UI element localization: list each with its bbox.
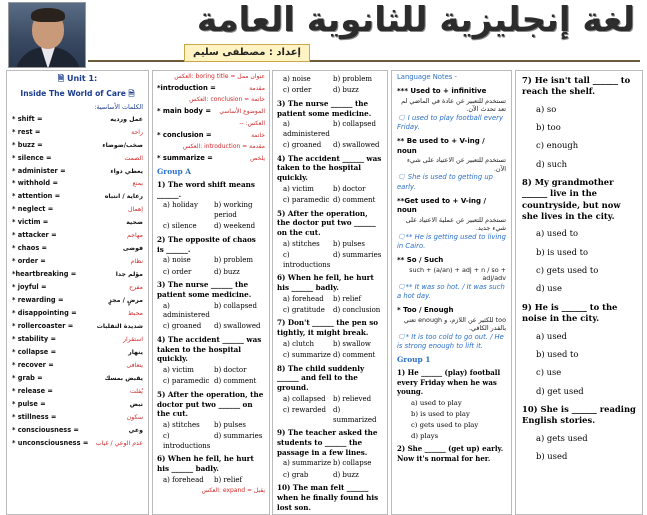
vocab-word: *heartbreaking = (12, 270, 77, 279)
answer-option: a) collapsed (283, 394, 326, 403)
answer-option: a) used (536, 330, 567, 341)
answer-option: d) comment (214, 377, 257, 386)
vocab-word: * pulse = (12, 399, 46, 408)
vocab-row (12, 387, 143, 396)
vocab-meaning: نبض (129, 400, 143, 408)
option-grid (283, 459, 383, 480)
vocab-meaning: نظام (130, 258, 143, 266)
answer-option: c) gratitude (283, 306, 325, 314)
vocab-row (12, 167, 143, 176)
option-grid (163, 302, 265, 332)
vocab-meaning: عمل ورديه (110, 115, 143, 123)
vocab-row (12, 348, 143, 357)
question-text: 1) He ______ (play) football every Friday when he was young. (397, 368, 501, 397)
vocab-row (12, 361, 143, 370)
vocab-word: * summarize = (157, 153, 213, 162)
rule-example: 🗨 She is used to getting up early. (397, 173, 493, 191)
question-list (522, 75, 636, 462)
vocab-meaning: إهمال (128, 206, 143, 214)
vocab-word: * recover = (12, 360, 54, 369)
vocab-row (157, 107, 265, 116)
answer-option: c) introductions (283, 251, 331, 269)
answer-option: b) is used to (536, 246, 589, 257)
answer-option: b) too (536, 122, 561, 133)
vocab-row (12, 179, 143, 188)
vocab-word: * release = (12, 386, 53, 395)
vocab-meaning: خاتمة = conclusion :العكس (189, 96, 265, 104)
rule-explanation: تستخدم للتعبير عن عادة في الماضي لم تعد تحدث الآن. (401, 96, 506, 114)
answer-option: a) administered (163, 301, 210, 319)
grammar-rule: ** Be used to + V-ing / noun (397, 137, 485, 155)
question-text: 6) When he fell, he hurt his ______ badly. (157, 454, 254, 474)
page-title: لغة إنجليزية للثانوية العامة (196, 0, 635, 40)
vocab-meaning: مقدمة (249, 85, 265, 93)
footer-note: يقبل = expand :العكس (201, 487, 265, 495)
vocab-meaning: مقدمة = introduction :العكس (182, 142, 265, 150)
option-grid (283, 185, 383, 206)
answer-option: a) so (536, 103, 557, 114)
vocab-row (157, 73, 265, 81)
question-text: 7) Don't ______ the pen so tightly, it might break. (277, 318, 379, 338)
vocab-row (12, 218, 143, 227)
vocab-word: * neglect = (12, 205, 54, 214)
answer-option: b) collapsed (214, 301, 257, 310)
vocab-row (157, 131, 265, 140)
vocab-word: * attention = (12, 192, 61, 201)
answer-option: b) pulses (333, 239, 365, 248)
rule-example: 🗨 I used to play football every Friday. (397, 113, 503, 132)
grammar-rule: **Get used to + V-ing / noun (397, 196, 487, 215)
answer-option: a) forehead (163, 475, 204, 484)
answer-option: d) plays (411, 432, 439, 441)
vocab-word: * joyful = (12, 283, 47, 292)
answer-option: d) get used (536, 385, 584, 396)
answer-option: a) used to (536, 228, 579, 239)
vocab-meaning: ضحية (126, 219, 143, 227)
vocab-word: * stability = (12, 334, 57, 343)
question-text: 5) After the operation, the doctor put two ______ on the cut. (277, 208, 376, 238)
vocab-row (12, 400, 143, 409)
answer-option: d) buzz (214, 267, 240, 276)
vocab-meaning: يتعافى (126, 361, 143, 369)
question-text: 4) The accident ______ was taken to the hospital quickly. (277, 153, 382, 183)
answer-option: b) used (536, 450, 568, 461)
vocab-word: * rewarding = (12, 296, 64, 305)
vocab-row (157, 143, 265, 151)
vocab-word: * order = (12, 257, 46, 266)
vocab-row (12, 439, 143, 448)
answer-option: c) paramedic (163, 377, 210, 386)
vocab-meaning: يقبض بمسك (104, 374, 143, 382)
answer-option: d) buzz (333, 86, 359, 95)
vocab-meaning: عدم الوعي / غياب (95, 439, 143, 447)
vocab-meaning: وعي (128, 426, 143, 434)
question-text: 1) The word shift means ______. (157, 180, 255, 199)
vocab-meaning: خاتمة (251, 131, 265, 139)
vocab-word: * disappointing = (12, 308, 77, 317)
grammar-rule: *** Used to + infinitive (397, 87, 487, 96)
vocab-word: * victim = (12, 218, 49, 227)
vocab-row (12, 192, 143, 201)
answer-option: a) clutch (283, 339, 315, 348)
vocab-row (157, 96, 265, 104)
rule-example: 🗨* It is too cold to go out. / He is strong enough to lift it. (397, 333, 504, 351)
answer-option: d) weekend (214, 222, 256, 231)
answer-option: b) working period (214, 201, 253, 219)
answer-option: d) summaries (333, 251, 382, 260)
rule-explanation: تستخدم للتعبير عن عملية الاعتياد على شيء جديد. (405, 215, 506, 233)
vocab-word: * collapse = (12, 347, 57, 356)
answer-option: c) introductions (163, 432, 211, 450)
answer-option: d) comment (333, 196, 376, 205)
vocab-meaning: عنوان ممل = boring title :العكس (174, 73, 265, 80)
option-grid (283, 240, 383, 270)
option-grid (163, 201, 265, 231)
question-text: 6) When he fell, he hurt his ______ badly. (277, 273, 374, 292)
answer-option: d) such (536, 158, 568, 169)
answer-option: c) groaned (163, 322, 202, 331)
rule-explanation: too للكثير عن اللازم، و enough تعني بالقدر الكافي. (403, 315, 506, 333)
answer-option: d) conclusion (333, 306, 381, 314)
answer-option: a) victim (283, 184, 314, 193)
language-notes-column (391, 70, 512, 515)
question-text: 10) The man felt ______ when he finally found his lost son. (277, 483, 379, 512)
answer-option: b) collapse (333, 459, 372, 468)
question-text: 10) She is ______ reading English stories. (522, 403, 636, 426)
vocab-word: * unconsciousness = (12, 438, 89, 447)
answer-option: a) forehead (283, 294, 324, 303)
vocab-word: * attacker = (12, 231, 57, 240)
vocab-row (12, 374, 143, 383)
answer-option: c) use (536, 367, 562, 378)
vocab-row (157, 84, 265, 93)
question-text: 7) He isn't tall ______ to reach the shelf. (522, 75, 631, 97)
question-text: 5) After the operation, the doctor put two ______ on the cut. (157, 389, 264, 419)
vocab-row (12, 426, 143, 435)
question-text: 4) The accident ______ was taken to the hospital quickly. (157, 334, 262, 364)
option-grid (283, 295, 383, 316)
question-text: 9) He is ______ to the noise in the city. (522, 301, 618, 324)
question-text: 3) The nurse ______ the patient some medicine. (277, 98, 372, 118)
vocab-row (12, 205, 143, 214)
vocab-row (12, 309, 143, 318)
answer-option: b) is used to play (411, 409, 470, 418)
vocab-row (12, 283, 143, 292)
vocab-meaning: رعاية / انتباه (104, 193, 143, 201)
vocab-meaning: صخب/ضوضاء (102, 141, 143, 149)
answer-option: b) problem (333, 75, 372, 83)
vocab-row (12, 335, 143, 344)
rule-example: 🗨** It was so hot. / It was such a hot day. (397, 282, 505, 301)
unit-subtitle: Inside The World of Care 🗎 (20, 88, 135, 98)
vocab-meaning: شديدة التقلبات (96, 322, 143, 330)
answer-option: d) swallowed (333, 141, 380, 150)
answer-option: b) relief (333, 294, 362, 303)
question-text: 2) She ______ (get up) early. Now it's normal for her. (397, 444, 504, 463)
question-text: 2) The opposite of chaos is ______. (157, 234, 256, 254)
page-header (0, 0, 647, 64)
vocab-word: * chaos = (12, 244, 48, 253)
vocab-meaning: سكون (126, 413, 143, 421)
answer-option: d) comment (333, 351, 376, 360)
answer-option: d) swallowed (214, 322, 261, 331)
answer-option: b) relieved (333, 394, 372, 403)
vocab-word: *introduction = (157, 84, 216, 93)
question-list (397, 368, 506, 463)
question-text: 3) The nurse ______ the patient some medicine. (157, 280, 252, 299)
vocabulary-column (6, 70, 149, 515)
grammar-rule: * Too / Enough (397, 306, 454, 315)
vocab-word: * stillness = (12, 412, 57, 421)
answer-option: c) silence (163, 222, 197, 231)
vocab-meaning: استقرار (122, 335, 143, 343)
answer-option: a) stitches (283, 239, 320, 248)
vocab-list (12, 115, 143, 448)
option-grid (163, 421, 265, 451)
answer-option: b) pulses (214, 421, 246, 430)
option-grid (163, 476, 265, 485)
vocab-word: * rollercoaster = (12, 321, 74, 330)
question-text: 9) The teacher asked the students to ______ the passage in a few lines. (277, 428, 378, 457)
vocab-meaning: راحة (131, 128, 143, 136)
vocab-word: * silence = (12, 153, 52, 162)
vocab-meaning: ينهار (128, 348, 143, 356)
answer-option: b) used to (536, 348, 579, 359)
grammar-rule: ** So / Such (397, 256, 444, 265)
grammar-rules (397, 87, 506, 351)
author-name: إعداد : مصطفى سليم (184, 44, 310, 62)
option-grid (283, 340, 383, 361)
questions-column-c (515, 70, 643, 515)
unit-title: 🗎 Unit 1: (57, 74, 98, 83)
vocab-row (12, 322, 143, 331)
answer-option: b) swallow (333, 339, 371, 348)
answer-option: b) collapsed (333, 120, 376, 129)
answer-option: d) summarized (333, 406, 377, 424)
answer-option: b) doctor (333, 184, 366, 193)
vocab-word: * consciousness = (12, 425, 79, 434)
vocab-meaning: محبط (127, 309, 143, 317)
vocab-word: * conclusion = (157, 130, 212, 139)
option-grid (283, 395, 383, 425)
vocab-meaning: مفرح (129, 284, 143, 292)
answer-option: b) problem (214, 256, 253, 265)
vocab-meaning: مرضٍ / مجزٍ (108, 297, 143, 305)
vocab-meaning: يلخص (250, 154, 265, 162)
rule-explanation: such + (a/an) + adj + n / so + adj/adv (409, 265, 506, 283)
answer-option: a) stitches (163, 421, 200, 430)
vocab-row (12, 244, 143, 253)
answer-option: b) relief (214, 475, 243, 484)
option-grid (283, 75, 383, 96)
vocab-word: * shift = (12, 114, 43, 123)
answer-option: d) summaries (214, 432, 263, 441)
answer-option: a) administered (283, 120, 330, 138)
answer-option: c) order (283, 86, 312, 95)
author-bar (88, 44, 640, 62)
answer-option: a) summarize (283, 459, 332, 468)
rule-explanation: تستخدم للتعبير عن الاعتياد على شيء الآن. (407, 156, 506, 173)
vocab-word: * rest = (12, 127, 41, 136)
vocab-row (12, 231, 143, 240)
answer-option: a) victim (163, 366, 194, 375)
answer-option: c) summarize (283, 351, 331, 360)
answer-option: a) used to play (411, 398, 462, 407)
answer-option: a) holiday (163, 201, 198, 210)
vocab-meaning: الصمت (124, 154, 143, 162)
vocab-row (157, 154, 265, 163)
vocab-meaning: يعطي دواء (110, 167, 143, 175)
vocab-meaning: يمنع (132, 180, 143, 188)
vocab-row (12, 141, 143, 150)
vocab-row (12, 115, 143, 124)
answer-option: c) grab (283, 470, 309, 479)
vocab-row (12, 128, 143, 137)
vocab-row (12, 257, 143, 266)
rule-example: 🗨** He is getting used to living in Cairo. (397, 232, 506, 251)
author-photo (8, 2, 86, 68)
vocab-meaning: مهاجم (127, 232, 143, 240)
vocab-row (12, 270, 143, 279)
vocab-row (12, 154, 143, 163)
answer-option: c) order (163, 267, 192, 276)
questions-column-b (272, 70, 388, 515)
answer-option: a) gets used (536, 432, 588, 443)
vocab-meaning: يُفلت (130, 387, 143, 395)
answer-option: b) doctor (214, 366, 247, 375)
option-grid (283, 120, 383, 150)
answer-option: c) enough (536, 140, 579, 151)
answer-option: c) groaned (283, 141, 322, 150)
answer-option: a) noise (283, 75, 311, 83)
answer-option: c) paramedic (283, 196, 330, 205)
vocab-meaning: الموضوع الأساسي (219, 108, 265, 116)
answer-option: c) rewarded (283, 406, 326, 415)
question-list (277, 99, 383, 513)
key-words-heading: الكلمات الأساسية: (94, 103, 143, 112)
answer-option: d) use (536, 283, 562, 294)
vocab-word: * withhold = (12, 179, 58, 188)
notes-heading: Language Notes - (397, 73, 457, 81)
vocab-word: * administer = (12, 166, 66, 175)
question-list (157, 180, 265, 485)
vocab-meaning: العكس: -- (239, 119, 265, 127)
vocab-row (157, 120, 265, 128)
option-grid (163, 256, 265, 277)
question-text: 8) My grandmother ______ live in the countryside, but now she lives in the city. (522, 177, 621, 222)
questions-column-a (152, 70, 270, 515)
group-heading: Group A (157, 167, 191, 177)
answer-option: c) gets used to play (411, 421, 479, 429)
answer-option: c) gets used to (536, 265, 599, 276)
option-grid (163, 366, 265, 387)
vocab-word: * grab = (12, 373, 43, 382)
answer-option: a) noise (163, 256, 191, 265)
group-heading: Group 1 (397, 355, 431, 365)
vocab-row (12, 296, 143, 305)
vocab-word: * main body = (157, 107, 212, 116)
vocab-word: * buzz = (12, 140, 43, 149)
vocab-list-continued (157, 73, 265, 163)
question-text: 8) The child suddenly ______ and fell to the ground. (277, 363, 365, 393)
answer-option: d) buzz (333, 470, 359, 479)
vocab-meaning: فوضى (122, 245, 143, 253)
vocab-row (12, 413, 143, 422)
vocab-meaning: مؤلم جدا (115, 271, 143, 279)
